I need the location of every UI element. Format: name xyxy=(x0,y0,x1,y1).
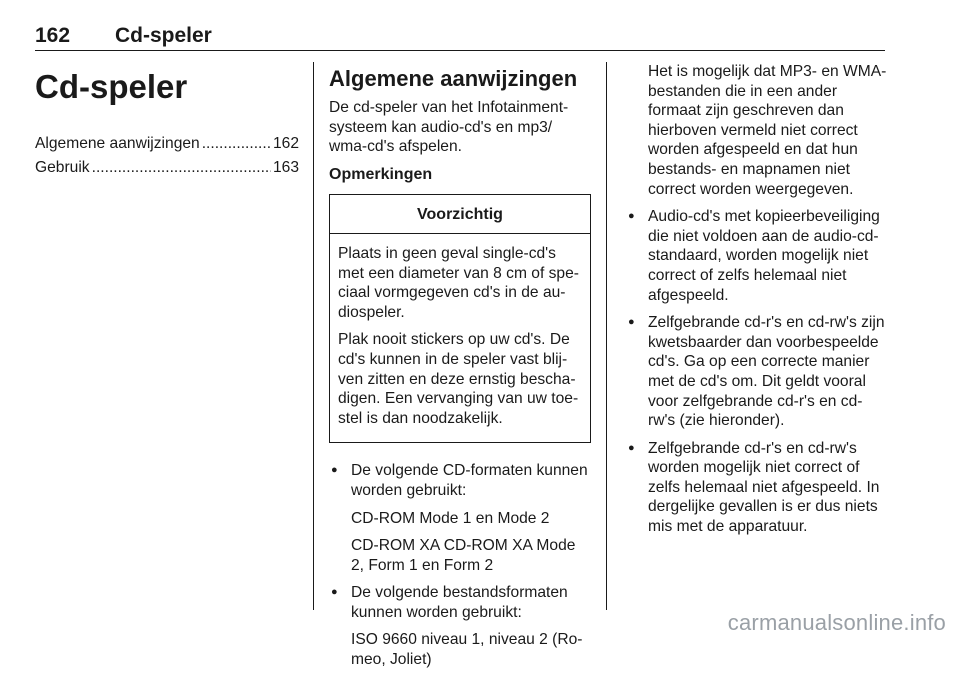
column-divider xyxy=(313,62,314,610)
list-subitem: CD-ROM Mode 1 en Mode 2 xyxy=(351,509,550,527)
toc-leader xyxy=(92,158,271,178)
toc-entry[interactable] xyxy=(35,134,299,154)
toc-entry[interactable] xyxy=(35,158,299,178)
toc-entry-page: 163 xyxy=(272,158,299,176)
list-item: ● Zelfgebrande cd-r's en cd-rw's worden mogelijk niet correct of zelfs helemaal niet afgespeeld. In dergelijke gevallen is er dus niets mis met de apparatuur. xyxy=(626,439,887,537)
notes-heading: Opmerkingen xyxy=(329,165,433,183)
list-item xyxy=(329,583,591,669)
intro-paragraph: De cd-speler van het Infotainmentsysteem kan audio-cd's en mp3/ wma-cd's afspelen. xyxy=(329,99,569,156)
format-list xyxy=(329,461,591,669)
column-notes-continued xyxy=(626,62,887,545)
continued-paragraph: Het is mogelijk dat MP3- en WMA-bestanden die in een ander formaat zijn geschreven dan hierboven vermeld niet correct worden afgespeeld en dat hun bestands- en mapnamen niet correct worden weergegeven. xyxy=(648,63,887,198)
toc-entry-label: Gebruik xyxy=(35,158,90,176)
list-subitem: ISO 9660 niveau 1, niveau 2 (Romeo, Joliet) xyxy=(351,631,583,669)
caution-paragraph: Plak nooit stickers op uw cd's. De cd's kunnen in de speler vast blijven zitten en deze ernstig beschadigen. Een vervanging van uw toestel is dan noodzakelijk. xyxy=(338,331,579,427)
watermark-brand: carmanualsonline.info xyxy=(727,610,946,635)
section-title: Algemene aanwijzingen xyxy=(329,66,578,91)
page-number: 162 xyxy=(35,24,71,47)
list-subitem: CD-ROM XA CD-ROM XA Mode 2, Form 1 en Form 2 xyxy=(351,537,576,574)
page-header xyxy=(35,24,885,51)
list-item-text: De volgende CD-formaten kunnen worden gebruikt: xyxy=(351,462,588,499)
caution-paragraph: Plaats in geen geval single-cd's met een diameter van 8 cm of speciaal vormgegeven cd's in de audiospeler. xyxy=(338,244,579,321)
notes-list xyxy=(626,207,887,537)
column-general-info xyxy=(329,62,591,678)
toc-entry-label: Algemene aanwijzingen xyxy=(35,135,200,152)
toc-entry-page: 162 xyxy=(272,135,299,152)
chapter-title: Cd-speler xyxy=(35,68,188,105)
running-title: Cd-speler xyxy=(115,24,212,47)
toc-leader xyxy=(202,134,271,154)
caution-title: Voorzichtig xyxy=(330,195,590,234)
caution-box xyxy=(329,194,591,443)
column-toc xyxy=(35,62,299,181)
caution-body xyxy=(330,234,590,442)
list-item: ● Zelfgebrande cd-r's en cd-rw's zijn kwetsbaarder dan voorbespeelde cd's. Ga op een correcte manier met de cd's om. Dit geldt vooral voor zelfgebrande cd-r's en cd-rw's (zie hieronder). xyxy=(626,313,887,431)
list-item-text: De volgende bestandsformaten kunnen worden gebruikt: xyxy=(351,584,568,621)
list-item xyxy=(329,461,591,575)
column-divider xyxy=(606,62,607,610)
list-item: ● Audio-cd's met kopieerbeveiliging die niet voldoen aan de audio-cd-standaard, worden mogelijk niet correct of zelfs helemaal niet afgespeeld. xyxy=(626,207,887,305)
